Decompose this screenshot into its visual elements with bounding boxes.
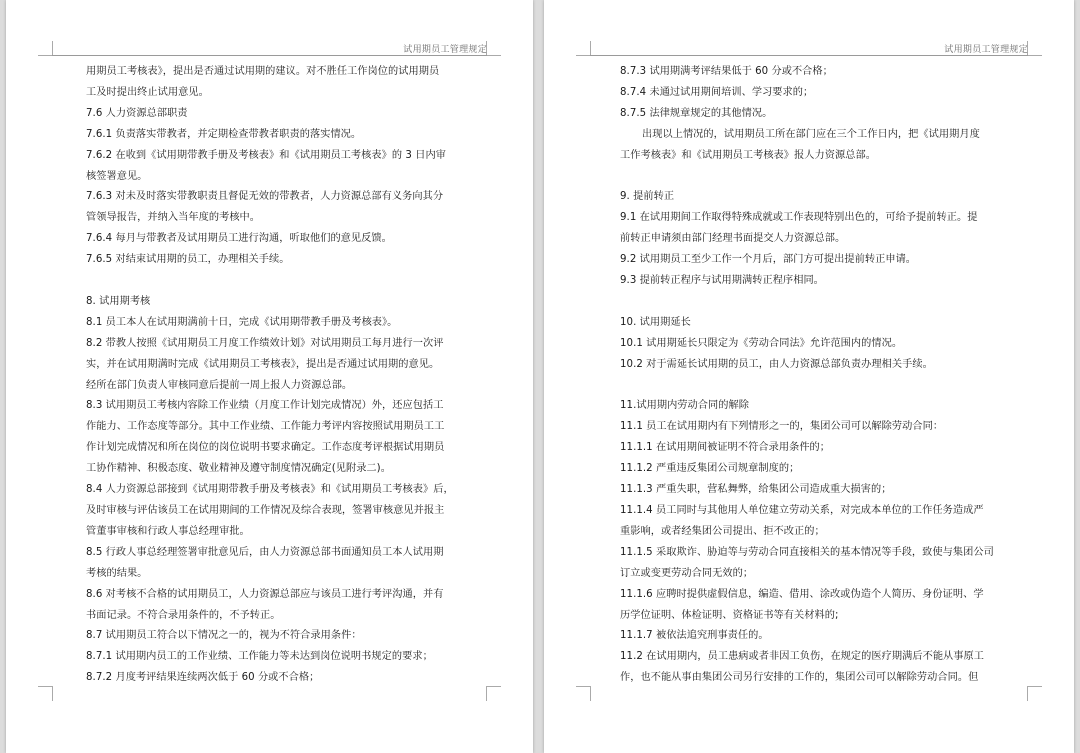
text-line: 管领导报告，并纳入当年度的考核中。 <box>86 212 261 224</box>
text-line: 8.7.2 月度考评结果连续两次低于 60 分或不合格； <box>86 672 320 684</box>
text-line: 11.1.7 被依法追究刑事责任的。 <box>620 630 769 642</box>
text-line <box>620 376 996 397</box>
text-line: 8.2 带教人按照《试用期员工月度工作绩效计划》对试用期员工每月进行一次评 <box>86 337 444 349</box>
text-line: 8.3 试用期员工考核内容除工作业绩（月度工作计划完成情况）外，还应包括工 <box>86 400 444 412</box>
text-line: 书面记录。不符合录用条件的，不予转正。 <box>86 609 281 621</box>
text-line: 前转正申请须由部门经理书面提交人力资源总部。 <box>620 233 846 245</box>
text-line: 11.1.3 严重失职，营私舞弊，给集团公司造成重大损害的； <box>620 484 892 496</box>
text-line: 10.1 试用期延长只限定为《劳动合同法》允许范围内的情况。 <box>620 337 903 349</box>
crop-mark <box>1027 686 1042 701</box>
text-line: 11.1.6 应聘时提供虚假信息，编造、借用、涂改或伪造个人简历、身份证明、学 <box>620 588 984 600</box>
text-line: 管董事审核和行政人事总经理审批。 <box>86 525 250 537</box>
text-line: 订立或变更劳动合同无效的； <box>620 567 754 579</box>
text-line: 8.4 人力资源总部接到《试用期带教手册及考核表》和《试用期员工考核表》后， <box>86 484 454 496</box>
text-line: 工及时提出终止试用意见。 <box>86 86 209 98</box>
text-line: 8.7.1 试用期内员工的工作业绩、工作能力等未达到岗位说明书规定的要求； <box>86 651 433 663</box>
crop-mark <box>486 41 501 56</box>
text-line: 8.6 对考核不合格的试用期员工，人力资源总部应与该员工进行考评沟通，并有 <box>86 588 444 600</box>
text-line: 11.1 员工在试用期内有下列情形之一的，集团公司可以解除劳动合同： <box>620 421 944 433</box>
text-line: 8.7.5 法律规章规定的其他情况。 <box>620 107 773 119</box>
text-line: 7.6.2 在收到《试用期带教手册及考核表》和《试用期员工考核表》的 3 日内审 <box>86 149 446 161</box>
text-line: 7.6.4 每月与带教者及试用期员工进行沟通，听取他们的意见反馈。 <box>86 233 392 245</box>
text-line: 10.2 对于需延长试用期的员工，由人力资源总部负责办理相关手续。 <box>620 358 933 370</box>
text-line: 工作考核表》和《试用期员工考核表》报人力资源总部。 <box>620 149 876 161</box>
text-line: 8.7.4 未通过试用期间培训、学习要求的； <box>620 86 814 98</box>
text-line: 9.3 提前转正程序与试用期满转正程序相同。 <box>620 275 824 287</box>
text-line: 11.1.4 员工同时与其他用人单位建立劳动关系，对完成本单位的工作任务造成严 <box>620 504 984 516</box>
text-line: 11.1.2 严重违反集团公司规章制度的； <box>620 463 800 475</box>
crop-mark <box>576 686 591 701</box>
text-line: 作计划完成情况和所在岗位的岗位说明书要求确定。工作态度考评根据试用期员 <box>86 442 445 454</box>
page-body <box>86 62 459 689</box>
page-header: 试用期员工管理规定 <box>944 45 1028 55</box>
document-page-right <box>544 0 1074 753</box>
crop-mark <box>38 41 53 56</box>
text-line: 7.6.3 对未及时落实带教职责且督促无效的带教者，人力资源总部有义务向其分 <box>86 191 444 203</box>
text-line: 考核的结果。 <box>86 567 148 579</box>
text-line: 实，并在试用期满时完成《试用期员工考核表》，提出是否通过试用期的意见。 <box>86 358 440 370</box>
text-line <box>86 271 459 292</box>
text-line: 8.7.3 试用期满考评结果低于 60 分或不合格； <box>620 66 833 77</box>
text-line: 10. 试用期延长 <box>620 316 691 328</box>
text-line: 9.2 试用期员工至少工作一个月后，部门方可提出提前转正申请。 <box>620 254 917 266</box>
text-line: 11.2 在试用期内，员工患病或者非因工负伤，在规定的医疗期满后不能从事原工 <box>620 651 985 663</box>
text-line: 9. 提前转正 <box>620 191 675 203</box>
text-line: 工协作精神、积极态度、敬业精神及遵守制度情况确定(见附录二)。 <box>86 463 391 475</box>
crop-mark <box>576 41 591 56</box>
text-line: 11.试用期内劳动合同的解除 <box>620 400 749 412</box>
text-line: 经所在部门负责人审核同意后提前一周上报人力资源总部。 <box>86 379 353 391</box>
crop-mark <box>486 686 501 701</box>
text-line: 核签署意见。 <box>86 170 148 182</box>
text-line: 11.1.1 在试用期间被证明不符合录用条件的； <box>620 442 831 454</box>
text-line: 8.7 试用期员工符合以下情况之一的，视为不符合录用条件： <box>86 630 362 642</box>
page-body <box>620 62 996 689</box>
text-line: 8.5 行政人事总经理签署审批意见后，由人力资源总部书面通知员工本人试用期 <box>86 546 444 558</box>
text-line: 8. 试用期考核 <box>86 295 151 307</box>
text-line: 7.6.1 负责落实带教者，并定期检查带教者职责的落实情况。 <box>86 128 362 140</box>
text-line: 出现以上情况的，试用期员工所在部门应在三个工作日内，把《试用期月度 <box>642 128 980 140</box>
text-line: 作，也不能从事由集团公司另行安排的工作的，集团公司可以解除劳动合同。但 <box>620 672 979 684</box>
text-line: 7.6.5 对结束试用期的员工，办理相关手续。 <box>86 254 290 266</box>
text-line: 历学位证明、体检证明、资格证书等有关材料的; <box>620 609 839 621</box>
text-line: 及时审核与评估该员工在试用期间的工作情况及综合表现，签署审核意见并报主 <box>86 505 445 517</box>
text-line: 11.1.5 采取欺诈、胁迫等与劳动合同直接相关的基本情况等手段，致使与集团公司 <box>620 546 994 558</box>
text-line: 作能力、工作态度等部分。其中工作业绩、工作能力考评内容按照试用期员工工 <box>86 421 445 433</box>
text-line: 7.6 人力资源总部职责 <box>86 107 188 119</box>
text-line: 用期员工考核表》，提出是否通过试用期的建议。对不胜任工作岗位的试用期员 <box>86 66 440 77</box>
text-line <box>620 167 996 188</box>
text-line: 8.1 员工本人在试用期满前十日，完成《试用期带教手册及考核表》。 <box>86 316 398 328</box>
crop-mark <box>1027 41 1042 56</box>
header-rule <box>590 55 1028 56</box>
page-header: 试用期员工管理规定 <box>403 45 487 55</box>
text-line <box>620 292 996 313</box>
text-line: 9.1 在试用期间工作取得特殊成就或工作表现特别出色的，可给予提前转正。提 <box>620 212 978 224</box>
header-rule <box>52 55 487 56</box>
document-page-left <box>6 0 533 753</box>
text-line: 重影响，或者经集团公司提出、拒不改正的； <box>620 525 825 537</box>
crop-mark <box>38 686 53 701</box>
